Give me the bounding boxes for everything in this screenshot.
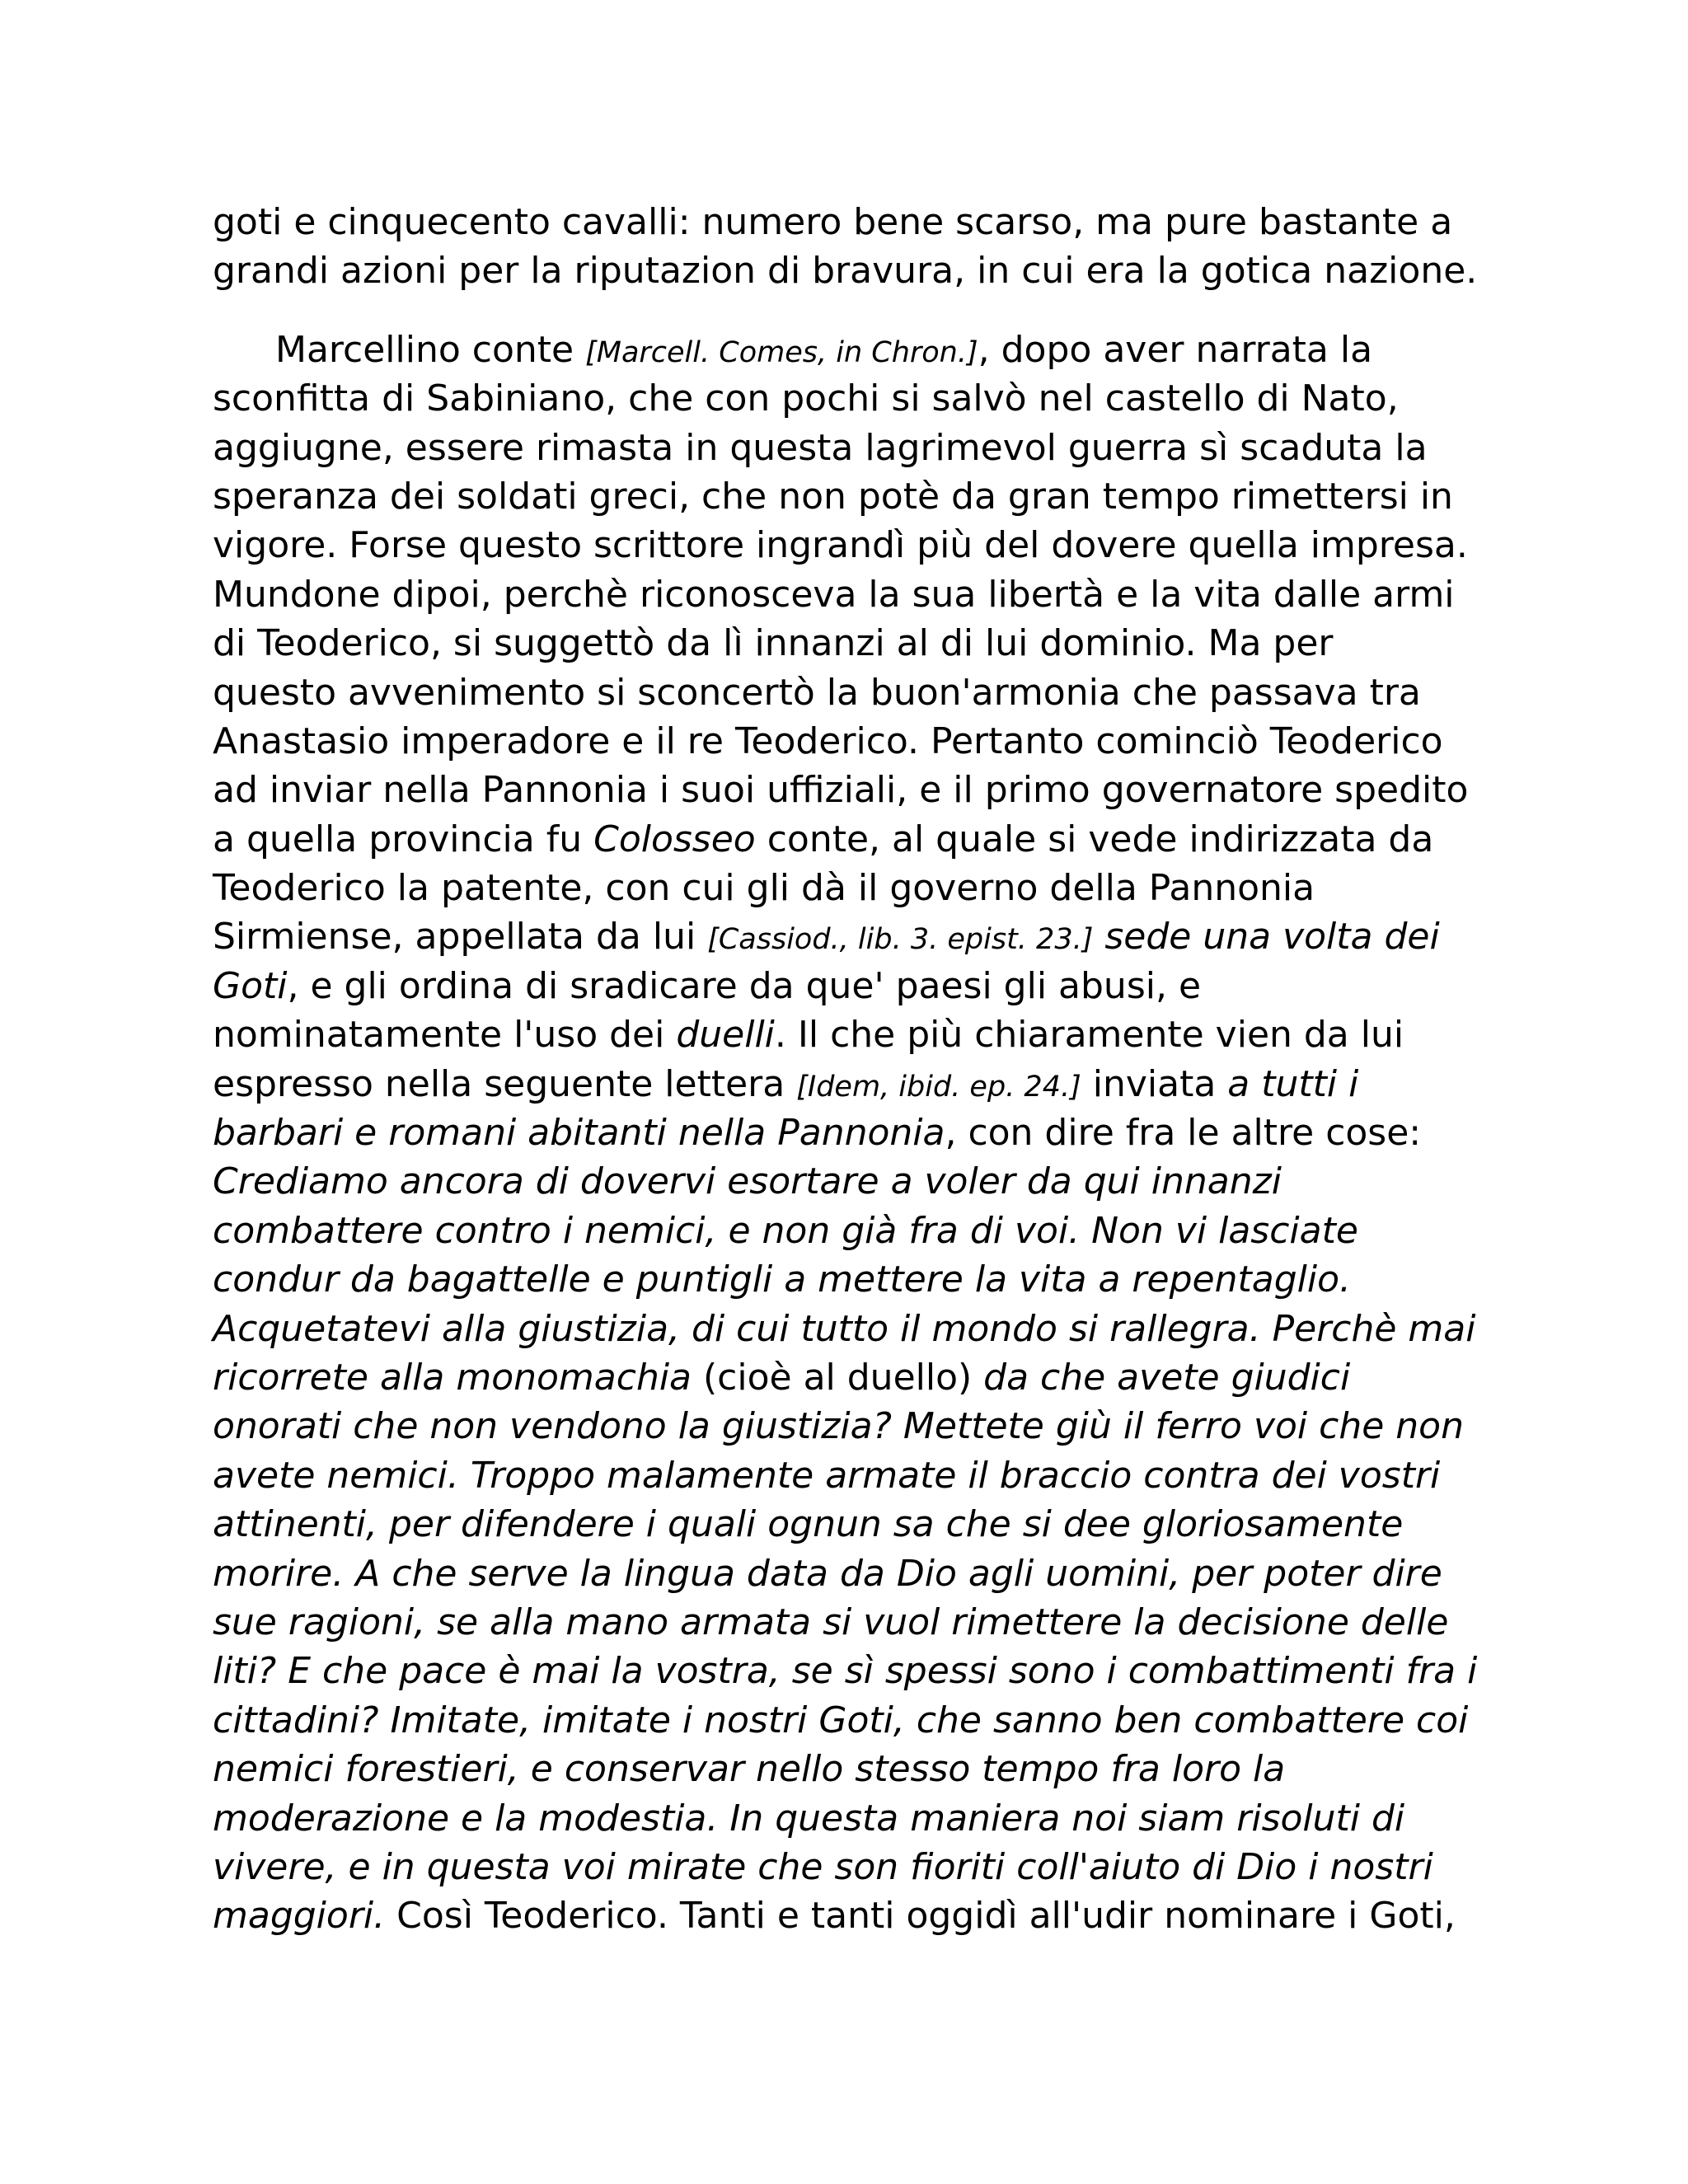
text-line — [213, 1696, 1498, 1745]
text-run: vigore. Forse questo scrittore ingrandì più del dovere quella impresa. — [213, 524, 1468, 567]
text-line — [213, 1010, 1498, 1059]
italic-text: attinenti, per difendere i quali ognun sa che si dee gloriosamente — [213, 1503, 1404, 1546]
italic-text: barbari e romani abitanti nella Pannonia — [213, 1112, 945, 1155]
text-run: aggiugne, essere rimasta in questa lagrimevol guerra sì scaduta la — [213, 426, 1428, 469]
text-line — [213, 1549, 1498, 1598]
citation: [Cassiod., lib. 3. epist. 23.] — [707, 923, 1094, 957]
text-run: a quella provincia fu — [213, 818, 594, 860]
citation: [Idem, ibid. ep. 24.] — [796, 1070, 1081, 1104]
italic-text: liti? E che pace è mai la vostra, se sì spessi sono i combattimenti fra i — [213, 1650, 1478, 1693]
text-line — [213, 1402, 1498, 1451]
italic-text: morire. A che serve la lingua data da Dio agli uomini, per poter dire — [213, 1552, 1442, 1595]
text-run: inviata — [1081, 1062, 1228, 1105]
text-line — [213, 326, 1498, 374]
text-line — [213, 864, 1498, 912]
text-line — [213, 1207, 1498, 1255]
text-run: grandi azioni per la riputazion di bravura, in cui era la gotica nazione. — [213, 250, 1478, 293]
italic-text: vivere, e in questa voi mirate che son fioriti coll'aiuto di Dio i nostri — [213, 1845, 1433, 1888]
text-line — [213, 424, 1498, 472]
text-line — [213, 912, 1498, 961]
italic-text: Acquetatevi alla giustizia, di cui tutto il mondo si rallegra. Perchè mai — [213, 1307, 1476, 1350]
body-text — [213, 198, 1498, 1941]
text-line — [213, 668, 1498, 717]
text-line — [213, 1794, 1498, 1843]
italic-text: a tutti i — [1227, 1062, 1359, 1105]
text-run: ad inviar nella Pannonia i suoi uffiziali, e il primo governatore spedito — [213, 769, 1469, 812]
italic-text: Colosseo — [593, 818, 756, 860]
text-line — [213, 374, 1498, 423]
paragraph — [213, 326, 1498, 1941]
text-line — [213, 766, 1498, 814]
text-line — [213, 1060, 1498, 1108]
text-run: (cioè al duello) — [692, 1356, 984, 1399]
text-line — [213, 962, 1498, 1010]
text-run: , con dire fra le altre cose: — [945, 1112, 1422, 1155]
text-line — [213, 1451, 1498, 1500]
text-run: espresso nella seguente lettera — [213, 1062, 797, 1105]
italic-text: duelli — [676, 1014, 775, 1057]
text-line — [213, 1598, 1498, 1647]
text-run: speranza dei soldati greci, che non potè da gran tempo rimettersi in — [213, 475, 1453, 518]
italic-text: Goti — [213, 964, 288, 1007]
text-line — [213, 1843, 1498, 1891]
paragraph — [213, 198, 1498, 296]
text-line — [213, 1305, 1498, 1353]
text-run: Teoderico la patente, con cui gli dà il governo della Pannonia — [213, 867, 1315, 910]
text-line — [213, 521, 1498, 569]
text-run: Mundone dipoi, perchè riconosceva la sua libertà e la vita dalle armi — [213, 573, 1455, 616]
italic-text: ricorrete alla monomachia — [213, 1356, 692, 1399]
text-run: questo avvenimento si sconcertò la buon'armonia che passava tra — [213, 671, 1421, 714]
italic-text: nemici forestieri, e conservar nello stesso tempo fra loro la — [213, 1748, 1286, 1791]
italic-text: Crediamo ancora di dovervi esortare a voler da qui innanzi — [213, 1160, 1282, 1203]
text-run: , e gli ordina di sradicare da que' paesi gli abusi, e — [287, 964, 1202, 1007]
text-line — [213, 1353, 1498, 1402]
text-run: Marcellino conte — [275, 328, 586, 371]
citation: [Marcell. Comes, in Chron.] — [585, 335, 978, 369]
text-line — [213, 1157, 1498, 1206]
text-run: , dopo aver narrata la — [978, 328, 1373, 371]
text-line — [213, 472, 1498, 521]
text-run: Così Teoderico. Tanti e tanti oggidì all'udir nominare i Goti, — [385, 1895, 1456, 1938]
text-line — [213, 198, 1498, 246]
text-line — [213, 717, 1498, 766]
text-line — [213, 1500, 1498, 1549]
italic-text: moderazione e la modestia. In questa maniera noi siam risoluti di — [213, 1797, 1405, 1840]
italic-text: combattere contro i nemici, e non già fra di voi. Non vi lasciate — [213, 1209, 1358, 1252]
italic-text: da che avete giudici — [983, 1356, 1351, 1399]
text-run: goti e cinquecento cavalli: numero bene scarso, ma pure bastante a — [213, 201, 1453, 243]
italic-text: sue ragioni, se alla mano armata si vuol rimettere la decisione delle — [213, 1601, 1449, 1643]
text-line — [213, 815, 1498, 864]
italic-text: cittadini? Imitate, imitate i nostri Goti, che sanno ben combattere coi — [213, 1699, 1469, 1741]
text-run: di Teoderico, si suggettò da lì innanzi al di lui dominio. Ma per — [213, 622, 1334, 665]
text-line — [213, 570, 1498, 619]
italic-text: sede una volta dei — [1093, 916, 1440, 958]
text-run: . Il che più chiaramente vien da lui — [774, 1014, 1404, 1057]
text-line — [213, 619, 1498, 668]
italic-text: onorati che non vendono la giustizia? Mettete giù il ferro voi che non — [213, 1405, 1464, 1448]
italic-text: condur da bagattelle e puntigli a mettere la vita a repentaglio. — [213, 1258, 1351, 1301]
italic-text: avete nemici. Troppo malamente armate il braccio contra dei vostri — [213, 1454, 1441, 1497]
text-run: sconfitta di Sabiniano, che con pochi si salvò nel castello di Nato, — [213, 377, 1399, 420]
text-line — [213, 1647, 1498, 1695]
text-line — [213, 246, 1498, 295]
text-run: nominatamente l'uso dei — [213, 1014, 677, 1057]
text-line — [213, 1891, 1498, 1940]
text-run: Sirmiense, appellata da lui — [213, 916, 708, 958]
text-run: conte, al quale si vede indirizzata da — [755, 818, 1434, 860]
text-line — [213, 1108, 1498, 1157]
text-run: Anastasio imperadore e il re Teoderico. Pertanto cominciò Teoderico — [213, 719, 1443, 762]
text-line — [213, 1745, 1498, 1793]
italic-text: maggiori. — [213, 1895, 386, 1938]
text-line — [213, 1255, 1498, 1304]
